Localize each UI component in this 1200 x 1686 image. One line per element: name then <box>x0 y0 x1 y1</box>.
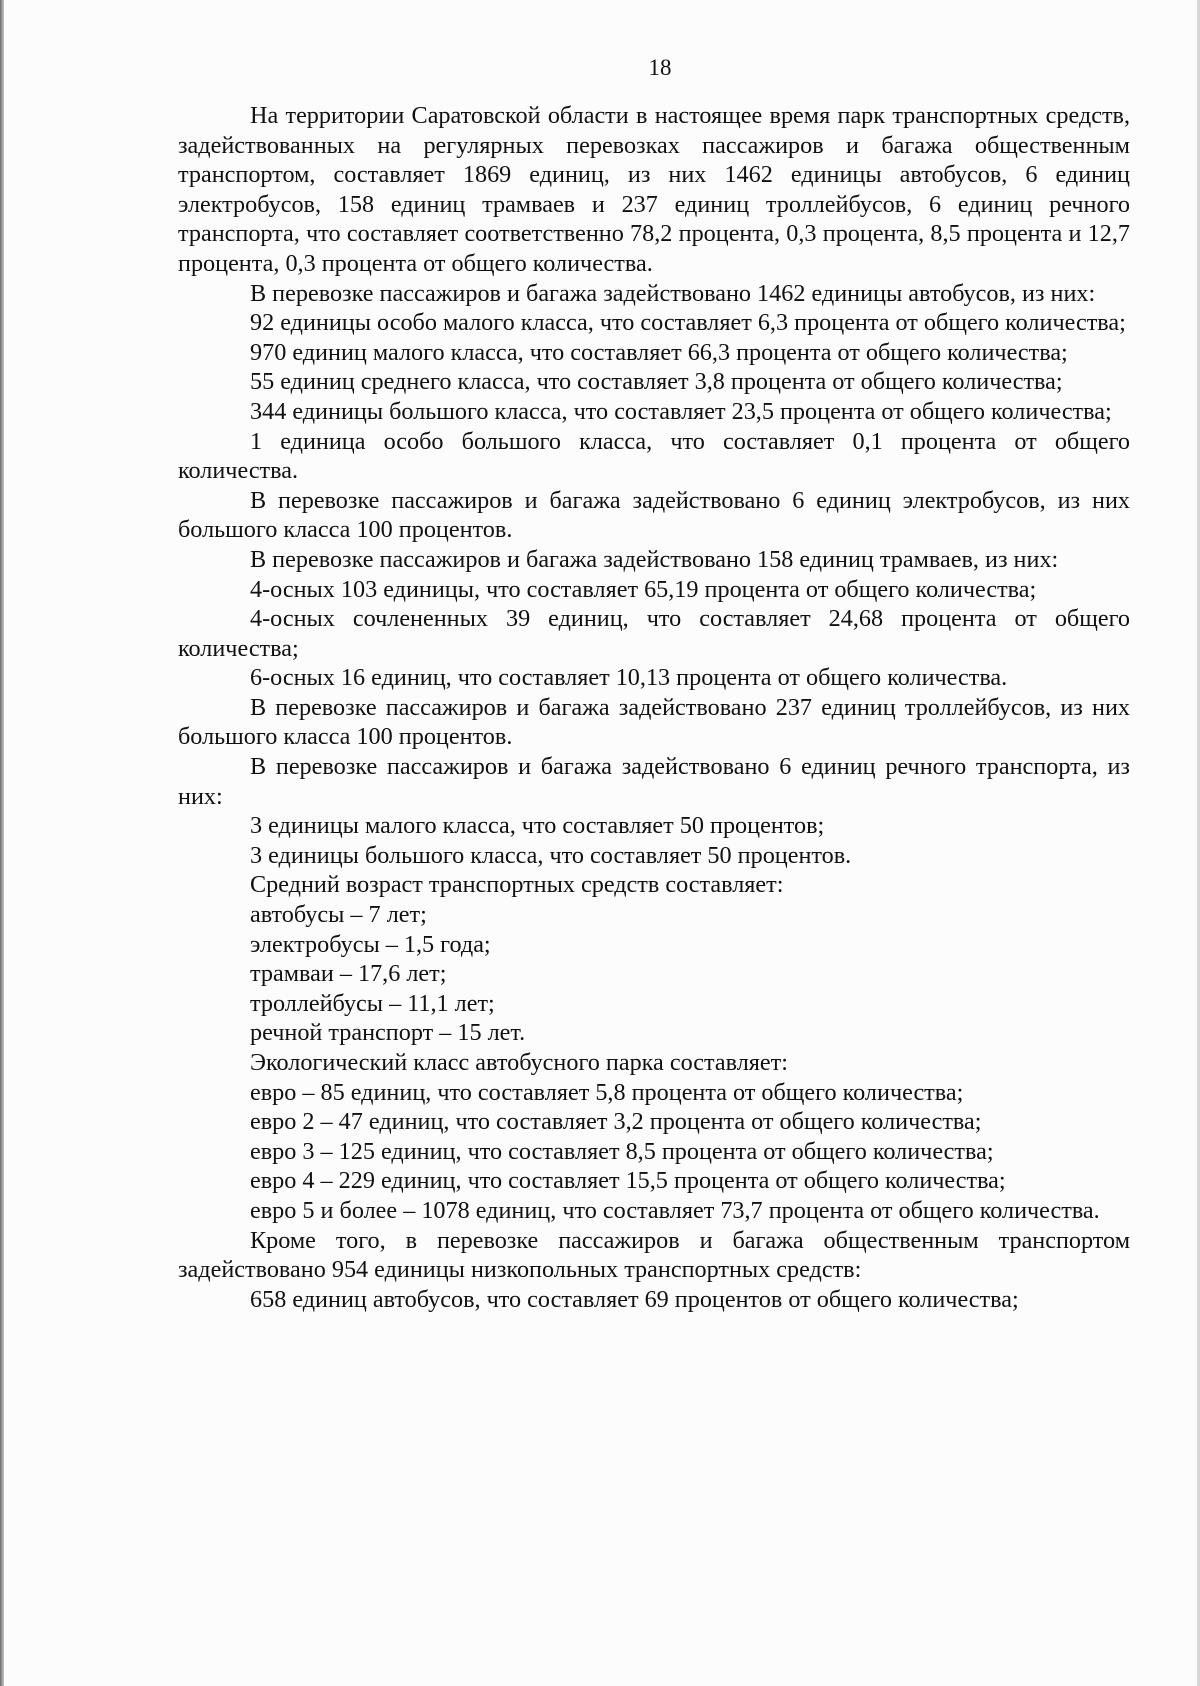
paragraph-bus-medium: 55 единиц среднего класса, что составляет 3,8 процента от общего количества; <box>250 368 1063 396</box>
paragraph-euro-5-plus: евро 5 и более – 1078 единиц, что составляет 73,7 процента от общего количества. <box>250 1196 1100 1224</box>
paragraph-age-buses: автобусы – 7 лет; <box>250 901 427 929</box>
paragraph-tram-4axle: 4-осных 103 единицы, что составляет 65,19 процента от общего количества; <box>250 575 1037 603</box>
paragraph-electrobuses: В перевозке пассажиров и багажа задействовано 6 единиц электробусов, из них большого класса 100 процентов. <box>178 486 1130 544</box>
paragraph-trams-intro: В перевозке пассажиров и багажа задействовано 158 единиц трамваев, из них: <box>250 545 1059 573</box>
paragraph-river-large: 3 единицы большого класса, что составляет 50 процентов. <box>250 841 852 869</box>
paragraph-age-trolleybuses: троллейбусы – 11,1 лет; <box>250 989 495 1017</box>
paragraph-tram-6axle: 6-осных 16 единиц, что составляет 10,13 процента от общего количества. <box>250 664 1008 692</box>
paragraph-age-trams: трамваи – 17,6 лет; <box>250 960 447 988</box>
paragraph-euro-3: евро 3 – 125 единиц, что составляет 8,5 процента от общего количества; <box>250 1137 994 1165</box>
paragraph-tram-4axle-articulated: 4-осных сочлененных 39 единиц, что составляет 24,68 процента от общего количества; <box>178 605 1130 662</box>
paragraph-average-age-intro: Средний возраст транспортных средств составляет: <box>250 871 784 899</box>
paragraph-low-floor-buses: 658 единиц автобусов, что составляет 69 процентов от общего количества; <box>250 1285 1019 1313</box>
paragraph-river-intro: В перевозке пассажиров и багажа задействовано 6 единиц речного транспорта, из них: <box>178 753 1130 810</box>
paragraph-bus-extra-large: 1 единица особо большого класса, что составляет 0,1 процента от общего количества. <box>178 427 1130 485</box>
paragraph-trolleybuses: В перевозке пассажиров и багажа задействовано 237 единиц троллейбусов, из них большого класса 100 процентов. <box>178 693 1130 751</box>
document-body <box>178 101 1130 1314</box>
paragraph-age-river: речной транспорт – 15 лет. <box>250 1019 526 1047</box>
scan-edge-left <box>0 0 4 1686</box>
paragraph-river-small: 3 единицы малого класса, что составляет 50 процентов; <box>250 812 825 840</box>
page-number: 18 <box>648 55 672 80</box>
paragraph-age-electrobuses: электробусы – 1,5 года; <box>250 930 491 958</box>
paragraph-buses-intro: В перевозке пассажиров и багажа задействовано 1462 единицы автобусов, из них: <box>250 279 1096 307</box>
paragraph-euro-1: евро – 85 единиц, что составляет 5,8 процента от общего количества; <box>250 1078 964 1106</box>
paragraph-eco-class-intro: Экологический класс автобусного парка составляет: <box>250 1049 788 1076</box>
paragraph-fleet-overview: На территории Саратовской области в настоящее время парк транспортных средств, задействованных на регулярных перевозках пассажиров и багажа общественным транспортом, составляет 1869 единиц, из них 1462 единицы автобусов, 6 единиц электробусов, 158 единиц трамваев и 237 единиц троллейбусов, 6 единиц речного транспорта, что составляет соответственно 78,2 процента, 0,3 процента, 8,5 процента и 12,7 процента, 0,3 процента от общего количества. <box>178 102 1130 277</box>
paragraph-euro-4: евро 4 – 229 единиц, что составляет 15,5 процента от общего количества; <box>250 1167 1006 1195</box>
paragraph-bus-extra-small: 92 единицы особо малого класса, что составляет 6,3 процента от общего количества; <box>250 309 1126 337</box>
paragraph-bus-large: 344 единицы большого класса, что составляет 23,5 процента от общего количества; <box>250 397 1112 425</box>
paragraph-euro-2: евро 2 – 47 единиц, что составляет 3,2 процента от общего количества; <box>250 1108 982 1136</box>
paragraph-low-floor-intro: Кроме того, в перевозке пассажиров и багажа общественным транспортом задействовано 954 единицы низкопольных транспортных средств: <box>178 1226 1130 1284</box>
paragraph-bus-small: 970 единиц малого класса, что составляет 66,3 процента от общего количества; <box>250 338 1068 366</box>
